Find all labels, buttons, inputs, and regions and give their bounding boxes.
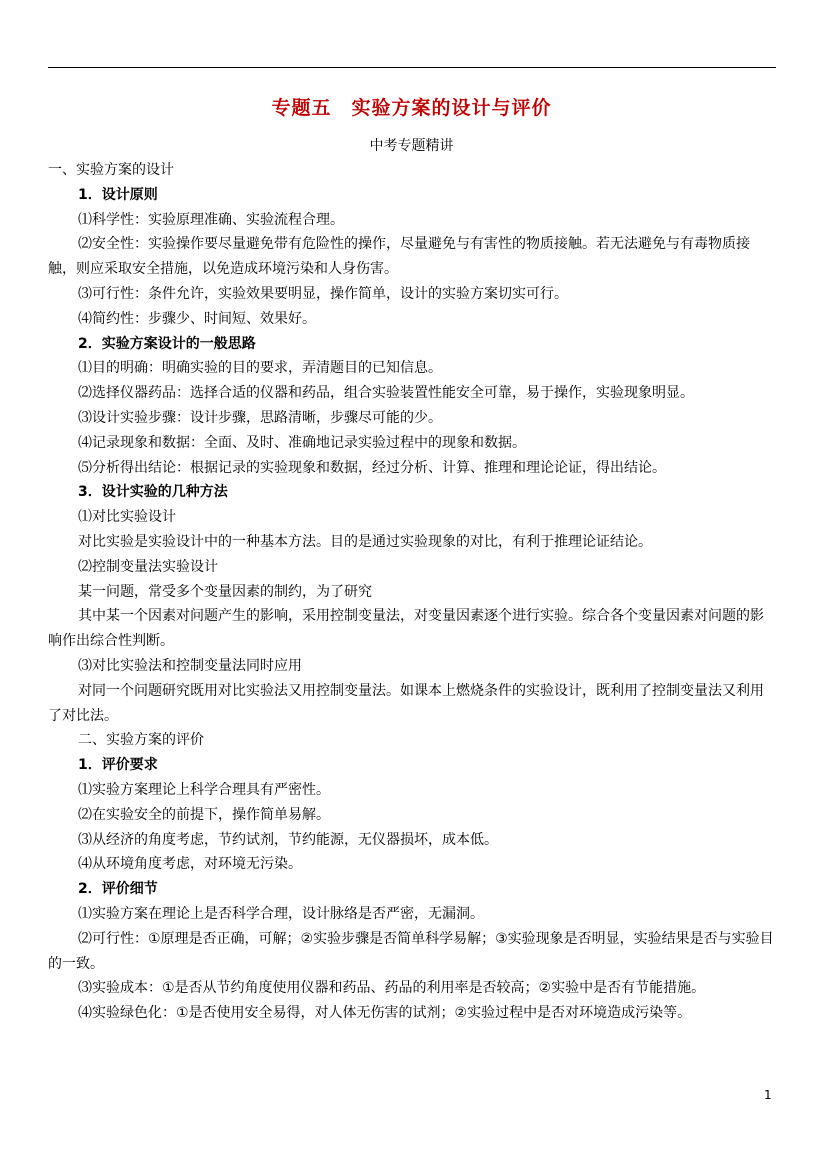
paragraph: ⑵安全性：实验操作要尽量避免带有危险性的操作，尽量避免与有害性的物质接触。若无法避免与有毒物质接触，则应采取安全措施，以免造成环境污染和人身伤害。 (48, 236, 750, 278)
paragraph: 某一问题，常受多个变量因素的制约，为了研究 (78, 583, 372, 600)
paragraph: ⑷记录现象和数据：全面、及时、准确地记录实验过程中的现象和数据。 (78, 434, 526, 451)
paragraph: ⑴对比实验设计 (78, 509, 176, 526)
paragraph: 其中某一个因素对问题产生的影响，采用控制变量法，对变量因素逐个进行实验。综合各个变量因素对问题的影响作出综合性判断。 (48, 608, 764, 650)
paragraph: ⑶对比实验法和控制变量法同时应用 (78, 657, 302, 674)
paragraph: 3．设计实验的几种方法 (78, 484, 228, 501)
paragraph: 2．评价细节 (78, 881, 158, 898)
paragraph: 一、实验方案的设计 (48, 162, 174, 178)
paragraph: ⑶可行性：条件允许，实验效果要明显，操作简单，设计的实验方案切实可行。 (78, 285, 568, 302)
paragraph: 1．评价要求 (78, 757, 158, 774)
paragraph: ⑴目的明确：明确实验的目的要求，弄清题目的已知信息。 (78, 360, 442, 377)
paragraph: ⑷简约性：步骤少、时间短、效果好。 (78, 310, 316, 327)
document-body (48, 158, 776, 1026)
header-rule (48, 67, 776, 68)
page-title: 专题五 实验方案的设计与评价 (271, 97, 552, 119)
paragraph: ⑶实验成本：①是否从节约角度使用仪器和药品、药品的利用率是否较高；②实验中是否有节能措施。 (78, 980, 706, 997)
paragraph: ⑸分析得出结论：根据记录的实验现象和数据，经过分析、计算、推理和理论论证，得出结论。 (78, 459, 666, 476)
paragraph: ⑷实验绿色化：①是否使用安全易得，对人体无伤害的试剂；②实验过程中是否对环境造成污染等。 (78, 1005, 692, 1022)
paragraph: ⑶从经济的角度考虑，节约试剂，节约能源，无仪器损坏，成本低。 (78, 831, 498, 848)
paragraph: ⑶设计实验步骤：设计步骤，思路清晰，步骤尽可能的少。 (78, 409, 442, 426)
paragraph: 1．设计原则 (78, 186, 158, 203)
paragraph: ⑵在实验安全的前提下，操作简单易解。 (78, 806, 330, 823)
paragraph: 对比实验是实验设计中的一种基本方法。目的是通过实验现象的对比，有利于推理论证结论。 (78, 533, 652, 550)
paragraph: ⑵选择仪器药品：选择合适的仪器和药品，组合实验装置性能安全可靠，易于操作，实验现象明显。 (78, 385, 694, 402)
paragraph: ⑴实验方案在理论上是否科学合理，设计脉络是否严密，无漏洞。 (78, 905, 484, 922)
paragraph: 二、实验方案的评价 (78, 732, 204, 749)
paragraph: ⑴实验方案理论上科学合理具有严密性。 (78, 781, 330, 798)
paragraph: ⑵控制变量法实验设计 (78, 558, 218, 575)
paragraph: ⑵可行性：①原理是否正确，可解；②实验步骤是否简单科学易解；③实验现象是否明显，实验结果是否与实验目的一致。 (48, 930, 774, 972)
page-subtitle: 中考专题精讲 (369, 138, 454, 154)
page-number: 1 (764, 1088, 772, 1102)
paragraph: ⑴科学性：实验原理准确、实验流程合理。 (78, 211, 344, 228)
paragraph: ⑷从环境角度考虑，对环境无污染。 (78, 856, 302, 873)
paragraph: 2．实验方案设计的一般思路 (78, 335, 256, 352)
paragraph: 对同一个问题研究既用对比实验法又用控制变量法。如课本上燃烧条件的实验设计，既利用了控制变量法又利用了对比法。 (48, 682, 764, 724)
